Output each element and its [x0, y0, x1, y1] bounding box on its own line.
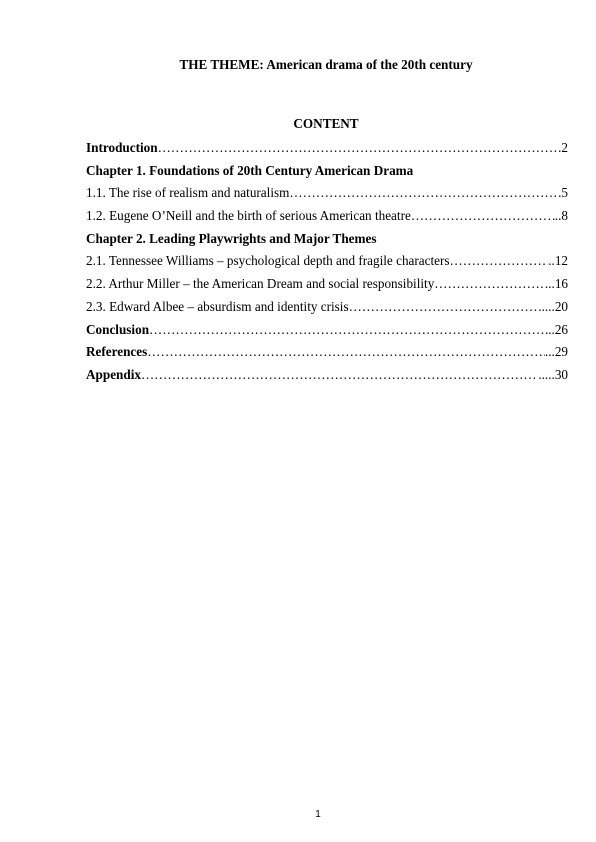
toc-entry-2-2[interactable] — [86, 273, 568, 296]
toc-entry-label: Conclusion — [86, 321, 150, 337]
toc-page-number: ..12 — [548, 253, 568, 269]
toc-page-number: ...16 — [544, 276, 568, 292]
toc-entry-1-2[interactable] — [86, 205, 568, 228]
toc-leader-dots — [289, 182, 558, 205]
toc-page-number: ...29 — [544, 344, 568, 360]
toc-leader-dots — [147, 341, 545, 364]
toc-leader-dots — [450, 250, 549, 273]
toc-entry-label: 2.1. Tennessee Williams – psychological depth and fragile characters — [86, 253, 450, 269]
toc-page-number: ..8 — [554, 208, 568, 224]
content-heading: CONTENT — [293, 116, 359, 131]
toc-entry-label: 1.1. The rise of realism and naturalism — [86, 185, 290, 201]
toc-page-number: .5 — [558, 185, 568, 201]
toc-entry-label: 1.2. Eugene O’Neill and the birth of serious American theatre — [86, 208, 411, 224]
page-number: 1 — [315, 809, 321, 820]
toc-entry-label: Chapter 1. Foundations of 20th Century American Drama — [86, 162, 414, 178]
table-of-contents — [86, 137, 568, 387]
toc-entry-chapter-2[interactable] — [86, 228, 568, 251]
toc-entry-introduction[interactable] — [86, 137, 568, 160]
document-title: THE THEME: American drama of the 20th century — [179, 57, 473, 72]
toc-leader-dots — [149, 319, 548, 342]
toc-leader-dots — [158, 137, 559, 160]
toc-leader-dots — [141, 364, 538, 387]
toc-page-number: .....20 — [538, 298, 568, 314]
toc-entry-appendix[interactable] — [86, 364, 568, 387]
toc-entry-label: Appendix — [86, 366, 141, 382]
toc-entry-chapter-1[interactable] — [86, 160, 568, 183]
toc-entry-label: References — [86, 344, 148, 360]
toc-page-number: ..26 — [548, 321, 568, 337]
toc-entry-references[interactable] — [86, 341, 568, 364]
toc-entry-label: Introduction — [86, 140, 158, 155]
toc-entry-2-3[interactable] — [86, 296, 568, 319]
toc-page-number: .....30 — [538, 366, 568, 382]
toc-entry-2-1[interactable] — [86, 250, 568, 273]
toc-entry-1-1[interactable] — [86, 182, 568, 205]
toc-entry-conclusion[interactable] — [86, 319, 568, 342]
toc-page-number: .2 — [558, 140, 568, 155]
toc-entry-label: 2.2. Arthur Miller – the American Dream and social responsibility — [86, 276, 435, 292]
toc-leader-dots — [434, 273, 545, 296]
toc-entry-label: Chapter 2. Leading Playwrights and Major Themes — [86, 230, 377, 246]
toc-leader-dots — [349, 296, 539, 319]
toc-leader-dots — [411, 205, 555, 228]
toc-entry-label: 2.3. Edward Albee – absurdism and identity crisis — [86, 298, 349, 314]
